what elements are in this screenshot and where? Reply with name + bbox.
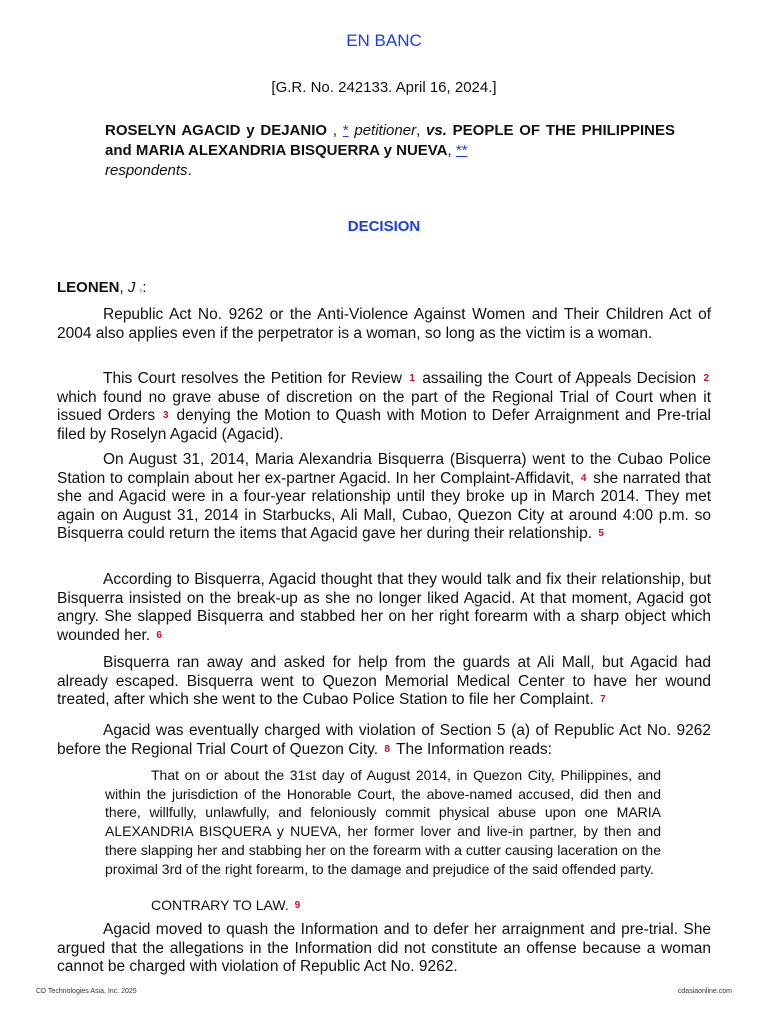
case-parties: ROSELYN AGACID y DEJANIO , * petitioner, vs. PEOPLE OF THE PHILIPPINES and MARIA ALEXANDRIA BISQUERRA y NUEVA, ** respondents. <box>105 122 675 179</box>
footer-site: cdasiaonline.com <box>677 988 732 995</box>
versus-label: vs. <box>426 122 447 139</box>
paragraph-2: This Court resolves the Petition for Review 1 assailing the Court of Appeals Decision 2 which found no grave abuse of discretion on the part of the Regional Trial of Court when it issued Orders 3 denying the Motion to Quash with Motion to Defer Arraignment and Pre-trial filed by Roselyn Agacid (Agacid). <box>57 370 711 443</box>
footnote-link-4[interactable]: 4 <box>580 472 587 484</box>
footnote-link-6[interactable]: 6 <box>156 629 162 641</box>
contrary-to-law: CONTRARY TO LAW. 9 <box>151 897 301 913</box>
ponente-mark: p <box>139 288 143 294</box>
footnote-link-9[interactable]: 9 <box>294 900 301 911</box>
footnote-link-5[interactable]: 5 <box>598 528 604 539</box>
paragraph-1: Republic Act No. 9262 or the Anti-Violence Against Women and Their Children Act of 2004 also applies even if the perpetrator is a woman, so long as the victim is a woman. <box>57 306 711 342</box>
petitioner-role: petitioner <box>354 122 417 139</box>
footnote-link-8[interactable]: 8 <box>384 743 390 755</box>
ponente: LEONEN, J p: <box>57 279 147 296</box>
paragraph-5: Bisquerra ran away and asked for help from the guards at Ali Mall, but Agacid had already escaped. Bisquerra went to Quezon Memorial Medical Center to have her wound treated, after which she went to the Cubao Police Station to file her Complaint. 7 <box>57 654 711 708</box>
case-number: [G.R. No. 242133. April 16, 2024.] <box>271 79 497 96</box>
paragraph-6: Agacid was eventually charged with violation of Section 5 (a) of Republic Act No. 9262 before the Regional Trial Court of Quezon City. 8 The Information reads: <box>57 722 711 758</box>
decision-heading: DECISION <box>347 218 421 235</box>
footnote-link-2[interactable]: 2 <box>703 373 709 384</box>
footer-copyright: CD Technologies Asia, Inc. 2025 <box>36 988 137 995</box>
petitioner-name: ROSELYN AGACID y DEJANIO <box>105 122 328 139</box>
respondent-names: PEOPLE OF THE PHILIPPINES and MARIA ALEXANDRIA BISQUERRA y NUEVA <box>105 122 675 159</box>
ponente-title: J <box>127 279 136 296</box>
division-heading: EN BANC <box>346 31 422 50</box>
footnote-link-1[interactable]: 1 <box>409 373 415 384</box>
information-quote: That on or about the 31st day of August 2014, in Quezon City, Philippines, and within the jurisdiction of the Honorable Court, the above-named accused, did then and there, willfully, unlawfully, and feloniously commit physical abuse upon one MARIA ALEXANDRIA BISQUERA y NUEVA, her former lover and live-in partner, by then and there slapping her and stabbing her on the forearm with a cutter causing laceration on the proximal 3rd of the right forearm, to the damage and prejudice of the said offended party. <box>105 767 661 877</box>
ponente-name: LEONEN <box>57 279 120 296</box>
paragraph-3: On August 31, 2014, Maria Alexandria Bisquerra (Bisquerra) went to the Cubao Police Station to complain about her ex-partner Agacid. In her Complaint-Affidavit, 4 she narrated that she and Agacid were in a four-year relationship until they broke up in March 2014. They met again on August 31, 2014 in Starbucks, Ali Mall, Cubao, Quezon City at around 4:00 p.m. so Bisquerra could return the items that Agacid gave her during their relationship. 5 <box>57 451 711 542</box>
footnote-link-7[interactable]: 7 <box>600 694 606 705</box>
petitioner-footnote-link[interactable]: * <box>342 122 349 139</box>
footnote-link-3[interactable]: 3 <box>163 410 169 421</box>
respondent-footnote-link[interactable]: ** <box>455 142 468 159</box>
paragraph-7: Agacid moved to quash the Information and to defer her arraignment and pre-trial. She argued that the allegations in the Information did not constitute an offense because a woman cannot be charged with violation of Republic Act No. 9262. <box>57 921 711 975</box>
paragraph-4: According to Bisquerra, Agacid thought that they would talk and fix their relationship, but Bisquerra insisted on the break-up as she no longer liked Agacid. At that moment, Agacid got angry. She slapped Bisquerra and stabbed her on her right forearm with a sharp object which wounded her. 6 <box>57 571 711 644</box>
respondent-role: respondents <box>105 162 188 179</box>
